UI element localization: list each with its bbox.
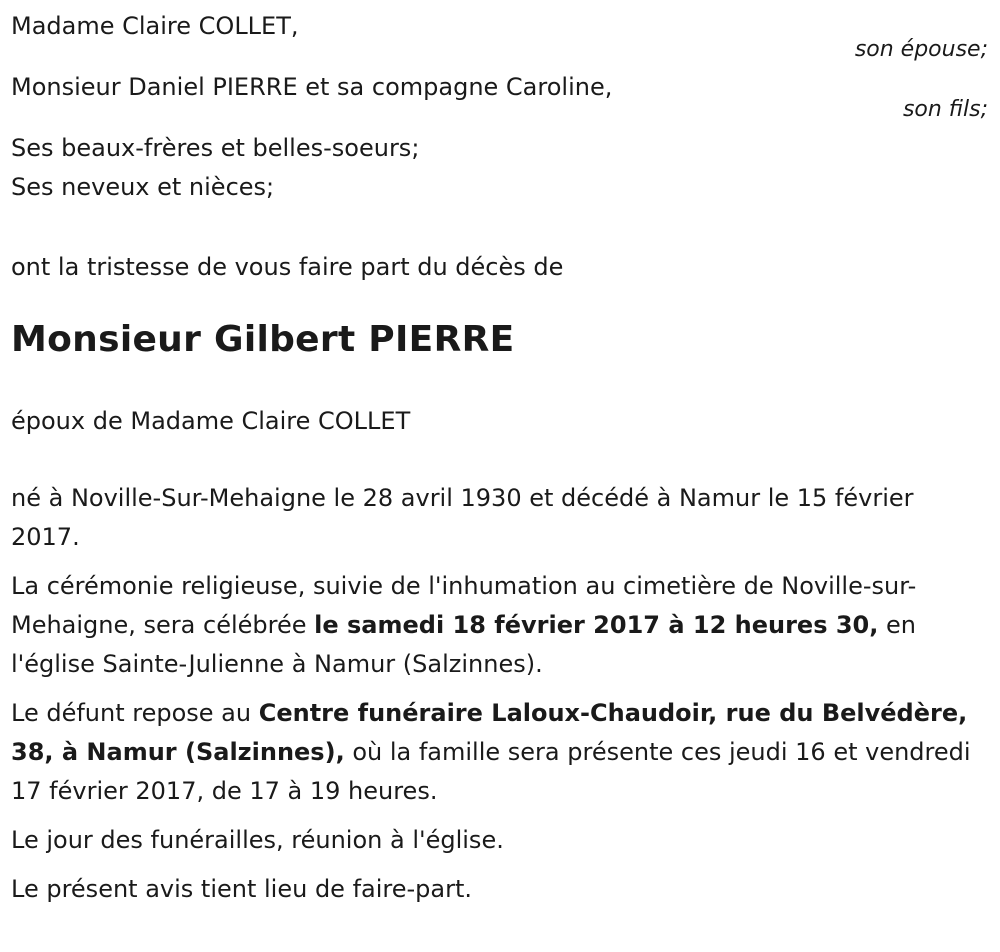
son-name: Monsieur Daniel PIERRE et sa compagne Caroline,: [11, 73, 613, 101]
deceased-name: Monsieur Gilbert PIERRE: [11, 319, 515, 360]
notice-statement: Le présent avis tient lieu de faire-part.: [11, 875, 473, 903]
announcement-intro: ont la tristesse de vous faire part du décès de: [11, 253, 564, 281]
spouse-name: Madame Claire COLLET,: [11, 12, 299, 40]
ceremony-text-after: en l'église Sainte-Julienne à Namur (Salzinnes).: [11, 611, 916, 678]
rest-paragraph: [11, 694, 988, 811]
ceremony-date-time: le samedi 18 février 2017 à 12 heures 30,: [314, 611, 879, 639]
rest-location: Centre funéraire Laloux-Chaudoir, rue du Belvédère, 38, à Namur (Salzinnes),: [11, 699, 968, 766]
ceremony-paragraph: [11, 567, 988, 684]
ceremony-text-before: La cérémonie religieuse, suivie de l'inhumation au cimetière de Noville-sur-Mehaigne, sera célébrée: [11, 572, 917, 639]
nephews-nieces: Ses neveux et nièces;: [11, 173, 275, 201]
rest-text-after: où la famille sera présente ces jeudi 16 et vendredi 17 février 2017, de 17 à 19 heures.: [11, 738, 971, 805]
funeral-meeting: Le jour des funérailles, réunion à l'église.: [11, 826, 504, 854]
spouse-of: époux de Madame Claire COLLET: [11, 407, 411, 435]
rest-text-before: Le défunt repose au: [11, 699, 259, 727]
in-laws: Ses beaux-frères et belles-soeurs;: [11, 134, 420, 162]
birth-death-dates: né à Noville-Sur-Mehaigne le 28 avril 1930 et décédé à Namur le 15 février 2017.: [11, 484, 914, 551]
spouse-relation: son épouse;: [854, 37, 988, 62]
son-relation: son fils;: [902, 97, 988, 122]
